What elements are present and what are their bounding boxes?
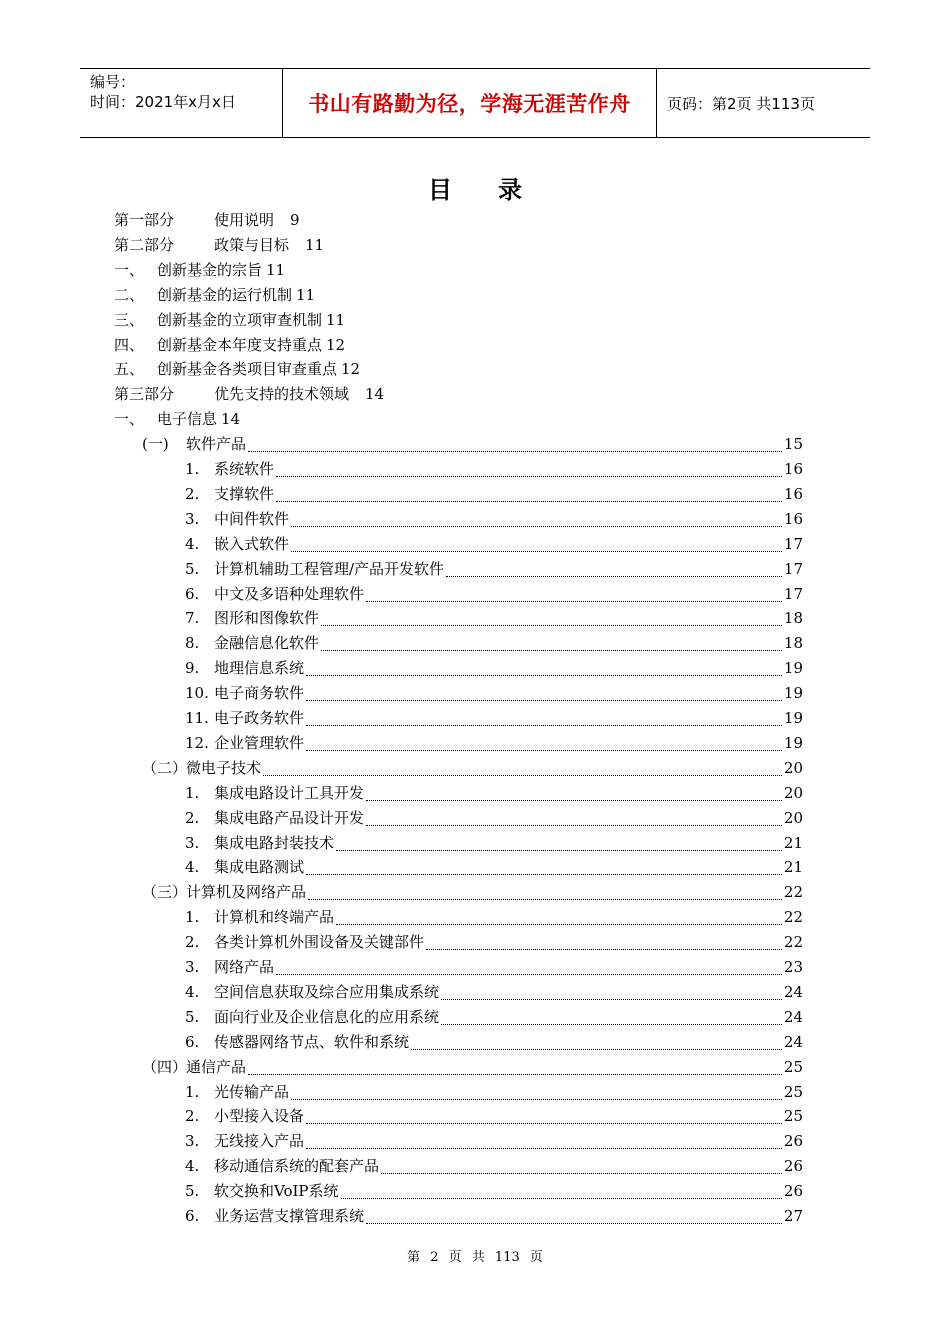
toc-entry-number: 4. [185,858,200,877]
dot-leader [441,1000,782,1025]
toc-entry-page: 25 [783,1082,803,1101]
toc-entry-page: 26 [783,1182,803,1201]
toc-entry-title: 电子政务软件 [214,709,305,727]
toc-entry-title: 软件产品 [186,435,247,454]
toc-entry-title: 网络产品 [214,958,275,976]
toc-entry-number: 第二部分 [114,235,175,254]
toc-entry-number: 4. [185,534,200,553]
toc-entry-number: 11. [185,709,209,727]
toc-entry-title: 软交换和VoIP系统 [214,1182,339,1201]
toc-entry-number: 5. [185,559,200,578]
toc-entry-number: 3. [185,1132,200,1151]
dot-leader [321,601,782,626]
toc-entry-number: （四） [142,1057,188,1076]
toc-entry-number: 2. [185,484,200,503]
toc-entry-page: 17 [783,559,803,578]
toc-entry-number: 3. [185,833,200,852]
toc-entry-title: 集成电路封装技术 [214,833,335,852]
toc-entry-page: 24 [783,982,803,1001]
toc-entry-title: 企业管理软件 [214,733,305,752]
dot-leader [341,1174,782,1199]
dot-leader [336,900,782,925]
toc-entry-title: 系统软件 [214,460,275,478]
toc-entry-title: 计算机及网络产品 [186,883,307,902]
toc-entry-page: 27 [783,1207,803,1225]
page-footer: 第 2 页 共 113 页 [407,1250,543,1265]
toc-entry-title: 传感器网络节点、软件和系统 [214,1032,410,1051]
toc-entry-number: 5. [185,1007,200,1026]
toc-entry-page: 17 [783,534,803,553]
toc-entry-page: 19 [783,684,803,703]
dot-leader [441,975,782,1000]
toc-entry-number: 1. [185,460,200,478]
toc-entry-title: 嵌入式软件 [214,534,290,553]
toc-entry-page: 21 [783,858,803,877]
toc-entry-page: 12 [326,335,346,354]
toc-entry-number: 6. [185,1032,200,1051]
dot-leader [306,1099,782,1124]
toc-entry-page: 16 [783,460,803,478]
toc-entry-title: 无线接入产品 [214,1132,305,1151]
dot-leader [411,1025,782,1050]
header-time-label: 时间：2021年x月x日 [90,93,236,111]
toc-entry-number: 2. [185,808,200,827]
toc-entry-number: （二） [142,758,188,777]
toc-entry-number: 8. [185,634,200,653]
toc-entry-page: 23 [783,958,803,976]
toc-entry-number: 1. [185,908,200,927]
dot-leader [276,477,782,502]
toc-entry-title: 面向行业及企业信息化的应用系统 [214,1007,440,1026]
toc-entry-page: 11 [326,310,346,329]
dot-leader [366,776,782,801]
toc-entry-title: 集成电路设计工具开发 [214,783,365,802]
dot-leader [366,801,782,826]
toc-entry-number: 五、 [114,360,145,379]
dot-leader [248,427,782,452]
toc-entry-number: 3. [185,509,200,528]
toc-entry[interactable] [114,208,300,233]
toc-entry-number: 一、 [114,260,145,279]
toc-entry-page: 16 [783,484,803,503]
toc-entry-page: 12 [341,360,361,379]
toc-entry[interactable] [114,283,315,308]
toc-entry-number: 12. [185,733,209,752]
header-number-label: 编号： [90,73,136,91]
dot-leader [306,651,782,676]
toc-entry-page: 19 [783,733,803,752]
toc-entry-page: 22 [783,933,803,952]
dot-leader [263,751,782,776]
toc-entry-number: （三） [142,883,188,902]
dot-leader [306,850,782,875]
toc-entry-page: 14 [365,385,385,404]
dot-leader [446,552,782,577]
toc-entry[interactable] [114,407,240,432]
toc-entry-page: 22 [783,883,803,902]
toc-entry[interactable] [114,233,324,258]
page-header [80,68,870,138]
toc-entry-number: 6. [185,1207,200,1225]
dot-leader [366,577,782,602]
toc-entry-title: 光传输产品 [214,1082,290,1101]
toc-entry[interactable] [114,357,360,382]
toc-entry-page: 14 [221,410,241,429]
header-meta [80,69,282,137]
dot-leader [381,1149,782,1174]
toc-entry-page: 11 [305,235,325,254]
toc-entry-page: 17 [783,584,803,603]
toc-entry-number: 2. [185,1107,200,1126]
toc-entry-title: 创新基金的立项审查机制 [157,310,323,329]
toc-title: 目录 [428,175,568,204]
toc-entry-page: 26 [783,1157,803,1176]
toc-entry-number: 二、 [114,285,145,304]
toc-entry-title: 集成电路产品设计开发 [214,808,365,827]
toc-entry-number: 7. [185,609,200,628]
toc-entry-number: 一、 [114,410,145,429]
toc-entry-number: 5. [185,1182,200,1201]
toc-entry-title: 使用说明 [214,211,275,229]
dot-leader [336,826,782,851]
toc-entry-page: 25 [783,1107,803,1126]
dot-leader [291,1075,782,1100]
toc-entry-page: 18 [783,609,803,628]
toc-entry-page: 26 [783,1132,803,1151]
toc-entry-title: 移动通信系统的配套产品 [214,1157,380,1176]
toc-entry-title: 创新基金的宗旨 [157,260,263,279]
toc-entry-page: 20 [783,808,803,827]
toc-entry-number: 1. [185,1082,200,1101]
toc-entry-title: 通信产品 [186,1057,247,1076]
toc-entry-page: 19 [783,659,803,678]
toc-entry[interactable] [114,333,345,358]
toc-entry-title: 计算机辅助工程管理/产品开发软件 [214,559,445,578]
toc-entry-title: 创新基金各类项目审查重点 [157,360,338,379]
toc-entry-page: 9 [290,211,300,229]
toc-entry-title: 空间信息获取及综合应用集成系统 [214,982,440,1001]
toc-entry-title: 创新基金本年度支持重点 [157,335,323,354]
toc-entry-page: 16 [783,509,803,528]
toc-entry-number: 2. [185,933,200,952]
header-page-info: 页码：第2页 共113页 [667,94,815,113]
toc-entry-page: 19 [783,709,803,727]
toc-entry-page: 15 [783,435,803,454]
dot-leader [276,950,782,975]
toc-entry-title: 电子商务软件 [214,684,305,703]
dot-leader [248,1050,782,1075]
dot-leader [306,1124,782,1149]
toc-entry-page: 25 [783,1057,803,1076]
toc-entry-number: 三、 [114,310,145,329]
toc-entry-title: 微电子技术 [186,758,262,777]
toc-entry-number: 10. [185,684,209,703]
toc-entry-number: 6. [185,584,200,603]
toc-entry-number: 4. [185,1157,200,1176]
dot-leader [426,925,782,950]
toc-entry-page: 24 [783,1007,803,1026]
toc-entry-title: 计算机和终端产品 [214,908,335,927]
dot-leader [276,452,782,477]
header-motto: 书山有路勤为径，学海无涯苦作舟 [282,69,657,137]
dot-leader [291,527,782,552]
toc-entry-number: 第一部分 [114,211,175,229]
toc-entry-number: 4. [185,982,200,1001]
toc-entry-number: 3. [185,958,200,976]
toc-entry-page: 11 [296,285,316,304]
dot-leader [366,1199,782,1224]
toc-entry[interactable] [114,308,345,333]
toc-entry-title: 金融信息化软件 [214,634,320,653]
toc-entry[interactable] [114,258,285,283]
toc-entry-title: 支撑软件 [214,484,275,503]
dot-leader [321,626,782,651]
toc-entry-title: 创新基金的运行机制 [157,285,293,304]
toc-entry-title: 电子信息 [157,410,218,429]
toc-entry-number: 四、 [114,335,145,354]
toc-entry-number: (一) [142,435,169,454]
toc-entry-title: 中文及多语种处理软件 [214,584,365,603]
toc-entry-number: 9. [185,659,200,678]
toc-entry-title: 业务运营支撑管理系统 [214,1207,365,1225]
toc-entry-title: 中间件软件 [214,509,290,528]
toc-entry-page: 11 [266,260,286,279]
dot-leader [308,875,782,900]
toc-entry-title: 集成电路测试 [214,858,305,877]
toc-entry-page: 24 [783,1032,803,1051]
toc-entry-number: 第三部分 [114,385,175,404]
toc-entry-page: 22 [783,908,803,927]
toc-entry-number: 1. [185,783,200,802]
toc-entry[interactable] [185,1204,803,1229]
toc-entry-title: 各类计算机外围设备及关键部件 [214,933,425,952]
dot-leader [306,726,782,751]
dot-leader [291,502,782,527]
toc-entry-title: 优先支持的技术领域 [214,385,350,404]
toc-entry-page: 20 [783,783,803,802]
toc-entry-title: 小型接入设备 [214,1107,305,1126]
toc-entry[interactable] [114,382,384,407]
toc-entry-page: 21 [783,833,803,852]
toc-entry-title: 图形和图像软件 [214,609,320,628]
toc-entry-title: 政策与目标 [214,235,290,254]
toc-entry-page: 20 [783,758,803,777]
dot-leader [306,676,782,701]
toc-entry-title: 地理信息系统 [214,659,305,678]
toc-entry-page: 18 [783,634,803,653]
dot-leader [306,701,782,726]
